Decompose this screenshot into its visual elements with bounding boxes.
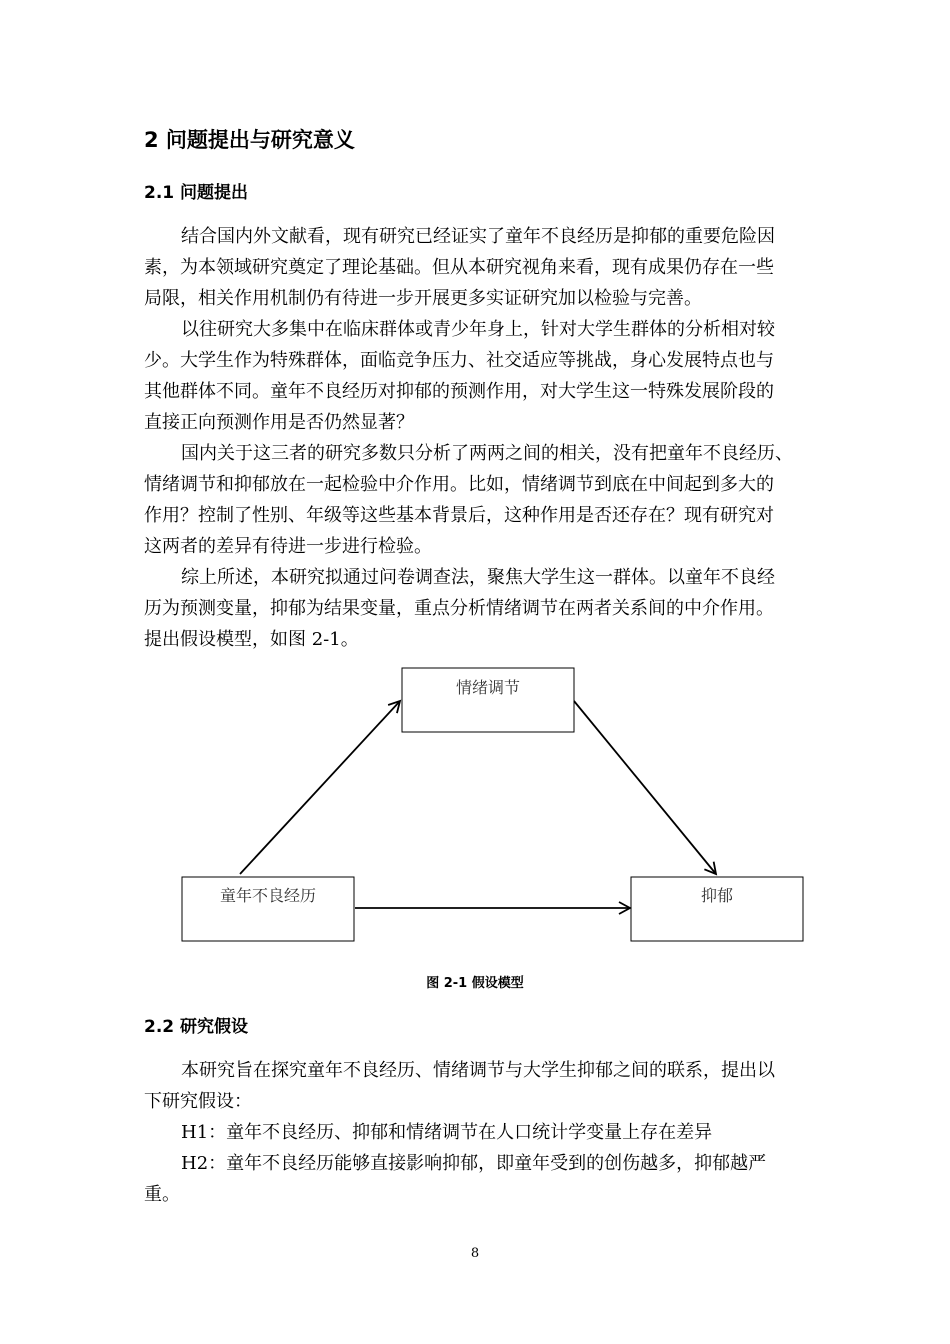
text-line: 直接正向预测作用是否仍然显著？ [144,412,414,433]
paragraph [144,562,806,655]
figure-caption: 图 2-1 假设模型 [426,976,524,991]
text-line: 提出假设模型，如图 2-1。 [144,629,359,650]
paragraph [144,1055,806,1117]
arrow-predictor-to-mediator [240,701,400,874]
text-line: 少。大学生作为特殊群体，面临竞争压力、社交适应等挑战，身心发展特点也与 [144,350,774,371]
text-line: 重。 [144,1184,180,1205]
hypothesis-model-diagram [180,664,806,946]
hypothesis-h2 [144,1148,806,1210]
paragraph [144,314,806,438]
text-line: 结合国内外文献看，现有研究已经证实了童年不良经历是抑郁的重要危险因 [181,226,775,247]
section-heading-2-2: 2.2 研究假设 [144,1017,249,1037]
chapter-heading: 2 问题提出与研究意义 [144,128,355,152]
text-line: 国内关于这三者的研究多数只分析了两两之间的相关，没有把童年不良经历、 [181,443,793,464]
page-number: 8 [470,1246,480,1261]
text-line: 这两者的差异有待进一步进行检验。 [144,536,432,557]
paragraph [144,221,806,314]
text-line: 情绪调节和抑郁放在一起检验中介作用。比如，情绪调节到底在中间起到多大的 [144,474,774,495]
text-line: 以往研究大多集中在临床群体或青少年身上，针对大学生群体的分析相对较 [181,319,775,340]
arrow-mediator-to-outcome [574,701,716,874]
section-heading-2-1: 2.1 问题提出 [144,183,249,203]
text-line: H1：童年不良经历、抑郁和情绪调节在人口统计学变量上存在差异 [181,1122,713,1143]
text-line: 素，为本领域研究奠定了理论基础。但从本研究视角来看，现有成果仍存在一些 [144,257,774,278]
outcome-label: 抑郁 [700,886,734,905]
text-line: 作用？控制了性别、年级等这些基本背景后，这种作用是否还存在？现有研究对 [144,505,774,526]
text-line: 下研究假设： [144,1091,252,1112]
mediator-label: 情绪调节 [455,678,521,697]
text-line: H2：童年不良经历能够直接影响抑郁，即童年受到的创伤越多，抑郁越严 [181,1153,767,1174]
predictor-label: 童年不良经历 [219,886,317,905]
text-line: 历为预测变量，抑郁为结果变量，重点分析情绪调节在两者关系间的中介作用。 [144,598,774,619]
text-line: 本研究旨在探究童年不良经历、情绪调节与大学生抑郁之间的联系，提出以 [181,1060,775,1081]
text-line: 其他群体不同。童年不良经历对抑郁的预测作用，对大学生这一特殊发展阶段的 [144,381,774,402]
text-line: 局限，相关作用机制仍有待进一步开展更多实证研究加以检验与完善。 [144,288,702,309]
paragraph [144,438,806,562]
hypothesis-h1 [144,1117,806,1148]
text-line: 综上所述，本研究拟通过问卷调查法，聚焦大学生这一群体。以童年不良经 [181,567,775,588]
